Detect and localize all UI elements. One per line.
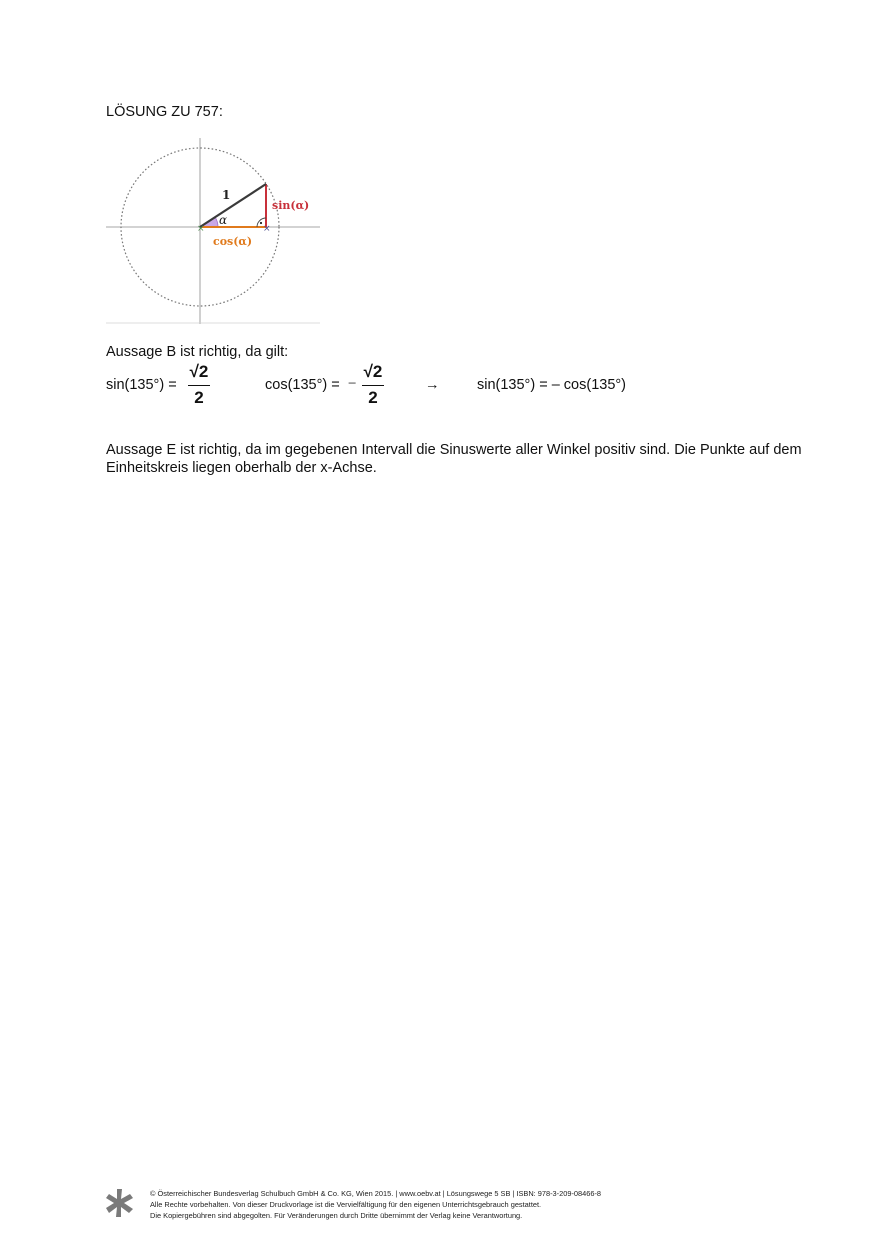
footer-copyright	[150, 1188, 601, 1221]
cos-minus-sign: −	[348, 376, 357, 392]
footer-line-1: © Österreichischer Bundesverlag Schulbuch GmbH & Co. KG, Wien 2015. | www.oebv.at | Lösungswege 5 SB | ISBN: 978-3-209-08466-8	[150, 1189, 602, 1198]
origin-marker: ×	[197, 224, 205, 234]
label-one: 1	[222, 188, 231, 202]
label-cos: cos(α)	[213, 235, 253, 248]
cos-denominator: 2	[368, 388, 378, 407]
cos-equation-lhs: cos(135°) =	[265, 377, 340, 393]
publisher-logo-icon	[103, 1186, 137, 1220]
sin-fraction-bar	[188, 385, 210, 386]
conclusion-equation: sin(135°) = – cos(135°)	[477, 377, 627, 393]
footer-line-3: Die Kopiergebühren sind abgegolten. Für Veränderungen durch Dritte übernimmt der Verlag keine Verantwortung.	[150, 1211, 523, 1220]
implies-arrow-icon: →	[425, 377, 440, 393]
cos-numerator: √2	[363, 362, 383, 381]
statement-e-paragraph: Aussage E ist richtig, da im gegebenen Intervall die Sinuswerte aller Winkel positiv sind. Die Punkte auf dem Einheitskreis liegen oberhalb der x-Achse.	[106, 442, 802, 476]
sin-denominator: 2	[194, 388, 204, 407]
sin-numerator: √2	[189, 362, 209, 381]
sin-equation-lhs: sin(135°) =	[106, 377, 177, 393]
foot-marker: ×	[263, 224, 271, 234]
figure-background	[106, 138, 322, 326]
cos-fraction-bar	[362, 385, 384, 386]
label-sin: sin(α)	[272, 199, 310, 212]
label-alpha: α	[219, 213, 228, 227]
unit-circle-figure	[106, 138, 322, 326]
footer-line-2: Alle Rechte vorbehalten. Von dieser Druckvorlage ist die Vervielfältigung für den eigenen Unterrichtsgebrauch gestattet.	[150, 1200, 542, 1209]
right-angle-dot	[260, 222, 262, 224]
page-title: LÖSUNG ZU 757:	[106, 104, 223, 120]
statement-b-intro: Aussage B ist richtig, da gilt:	[106, 344, 289, 360]
